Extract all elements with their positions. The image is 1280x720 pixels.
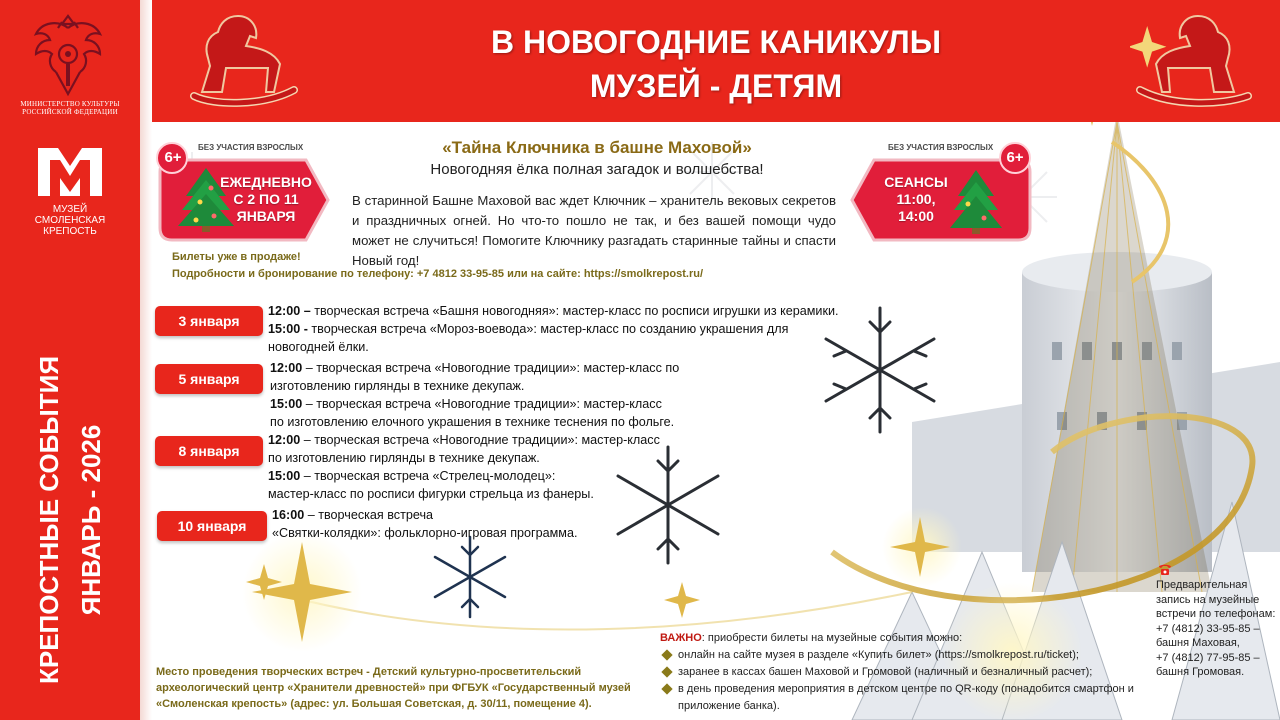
schedule-item (268, 302, 839, 320)
page-title (152, 20, 1280, 108)
schedule-block-jan-3 (268, 302, 839, 356)
list-item (660, 681, 1140, 715)
schedule-text: мастер-класс по росписи фигурки стрельца из фанеры. (268, 487, 594, 501)
ministry-name-line1: МИНИСТЕРСТВО КУЛЬТУРЫ (20, 100, 120, 108)
schedule-item (268, 431, 660, 449)
schedule-block-jan-8 (268, 431, 660, 503)
date-label-jan-10: 10 января (157, 511, 267, 541)
museum-name-line2: СМОЛЕНСКАЯ (34, 215, 106, 226)
schedule-time: 12:00 (270, 361, 303, 375)
diamond-bullet-icon (661, 666, 672, 677)
date-label-jan-3: 3 января (155, 306, 263, 336)
badge-right-line2: 11:00, (896, 191, 936, 207)
prebooking-info (1156, 562, 1276, 680)
fortress-logo-icon (36, 144, 104, 200)
schedule-text: – творческая встреча «Стрелец-молодец»: (300, 469, 556, 483)
schedule-text: изготовлению гирлянды в технике декупаж. (270, 379, 525, 393)
bullet-text: онлайн на сайте музея в разделе «Купить билет» (https://smolkrepost.ru/ticket); (678, 649, 1079, 661)
vertical-title-line2: ЯНВАРЬ - 2026 (76, 424, 106, 616)
prebook-place-1: башня Маховая, (1156, 637, 1240, 649)
schedule-time: 16:00 (272, 508, 305, 522)
prebook-place-2: башня Громовая. (1156, 666, 1245, 678)
schedule-text: по изготовлению гирлянды в технике декупаж. (268, 451, 540, 465)
sidebar-separator (140, 0, 152, 720)
schedule-item (268, 320, 839, 338)
museum-name-line1: МУЗЕЙ (52, 204, 88, 215)
schedule-item (268, 467, 660, 485)
prebook-text: Предварительная запись на музейные встречи по телефонам: (1156, 579, 1276, 620)
event-title: «Тайна Ключника в башне Маховой» (442, 138, 752, 157)
schedule-time: 12:00 (268, 433, 301, 447)
list-item (660, 664, 1140, 681)
schedule-text: по изготовлению елочного украшения в технике теснения по фольге. (270, 415, 675, 429)
list-item (660, 647, 1140, 664)
schedule-time: 12:00 – (268, 304, 311, 318)
schedule-text: – творческая встреча «Новогодние традиции»: мастер-класс (302, 397, 662, 411)
no-adults-label-left: БЕЗ УЧАСТИЯ ВЗРОСЛЫХ (198, 143, 304, 152)
event-subtitle: Новогодняя ёлка полная загадок и волшебства! (430, 161, 764, 178)
badge-right-line1: СЕАНСЫ (884, 174, 948, 190)
important-lead-text: : приобрести билеты на музейные события можно: (701, 632, 963, 644)
double-headed-eagle-icon (28, 14, 108, 100)
bullet-text: заранее в кассах башен Маховой и Громовой (наличный и безналичный расчет); (678, 666, 1093, 678)
venue-info: Место проведения творческих встреч - Детский культурно-просветительский археологический центр «Хранители древностей» при ФГБУК «Государственный музей «Смоленская крепость» (адрес: ул. Большая Советская, д. 30/11, помещение 4). (156, 666, 631, 710)
schedule-block-jan-10 (272, 506, 577, 542)
badge-dates-left (218, 174, 314, 225)
museum-name (10, 204, 130, 237)
date-label-jan-5: 5 января (155, 364, 263, 394)
bullet-text: в день проведения мероприятия в детском центре по QR-коду (понадобится смартфон и приложение банка). (678, 683, 1134, 712)
prebook-phone-2: +7 (4812) 77-95-85 – (1156, 651, 1260, 664)
important-label: ВАЖНО (660, 632, 702, 644)
page-title-line2: МУЗЕЙ - ДЕТЯМ (589, 68, 843, 104)
schedule-text: – творческая встреча «Новогодние традиции»: мастер-класс (300, 433, 660, 447)
badge-right-line3: 14:00 (898, 208, 934, 224)
badge-left-line3: ЯНВАРЯ (236, 208, 296, 224)
ticket-purchase-info (660, 630, 1140, 715)
important-heading (660, 630, 1140, 647)
badge-left-line2: С 2 ПО 11 (233, 191, 299, 207)
badge-sessions-right (876, 174, 956, 225)
schedule-text: – творческая встреча (304, 508, 434, 522)
prebook-phone-1: +7 (4812) 33-95-85 – (1156, 622, 1260, 635)
ministry-name-line2: РОССИЙСКОЙ ФЕДЕРАЦИИ (22, 108, 118, 116)
event-description: В старинной Башне Маховой вас ждет Ключник – хранитель вековых секретов и праздничных огней. Но что-то пошло не так, и без вашей помощи чудо может не случиться! Помогите Ключнику разгадать старинные тайны и спасти Новый год! (352, 193, 836, 268)
ministry-name (4, 100, 136, 116)
booking-info: Подробности и бронирование по телефону: +7 4812 33-95-85 или на сайте: https://smolkrepost.ru/ (172, 268, 704, 280)
header-banner (152, 0, 1280, 122)
schedule-item (270, 395, 679, 413)
vertical-title-line1: КРЕПОСТНЫЕ СОБЫТИЯ (34, 355, 64, 685)
museum-name-line3: КРЕПОСТЬ (43, 226, 97, 237)
diamond-bullet-icon (661, 683, 672, 694)
schedule-text: новогодней ёлки. (268, 340, 369, 354)
diamond-bullet-icon (661, 649, 672, 660)
tickets-on-sale-note: Билеты уже в продаже! (172, 251, 301, 263)
schedule-text: «Святки-колядки»: фольклорно-игровая программа. (272, 526, 578, 540)
schedule-text: – творческая встреча «Новогодние традиции»: мастер-класс по (302, 361, 680, 375)
rocking-horse-icon (1130, 4, 1278, 116)
date-label-jan-8: 8 января (155, 436, 263, 466)
schedule-item (270, 359, 679, 377)
schedule-text: творческая встреча «Мороз-воевода»: мастер-класс по созданию украшения для (307, 322, 789, 336)
schedule-time: 15:00 (268, 469, 301, 483)
schedule-block-jan-5 (270, 359, 679, 431)
schedule-time: 15:00 - (268, 322, 308, 336)
sidebar (0, 0, 140, 720)
age-rating-right: 6+ (1006, 149, 1024, 166)
schedule-time: 15:00 (270, 397, 303, 411)
schedule-text: творческая встреча «Башня новогодняя»: мастер-класс по росписи игрушки из керамики. (310, 304, 839, 318)
no-adults-label-right: БЕЗ УЧАСТИЯ ВЗРОСЛЫХ (888, 143, 994, 152)
schedule-item (272, 506, 577, 524)
badge-left-line1: ЕЖЕДНЕВНО (220, 174, 312, 190)
page-title-line1: В НОВОГОДНИЕ КАНИКУЛЫ (490, 24, 942, 60)
age-rating-left: 6+ (164, 149, 182, 166)
